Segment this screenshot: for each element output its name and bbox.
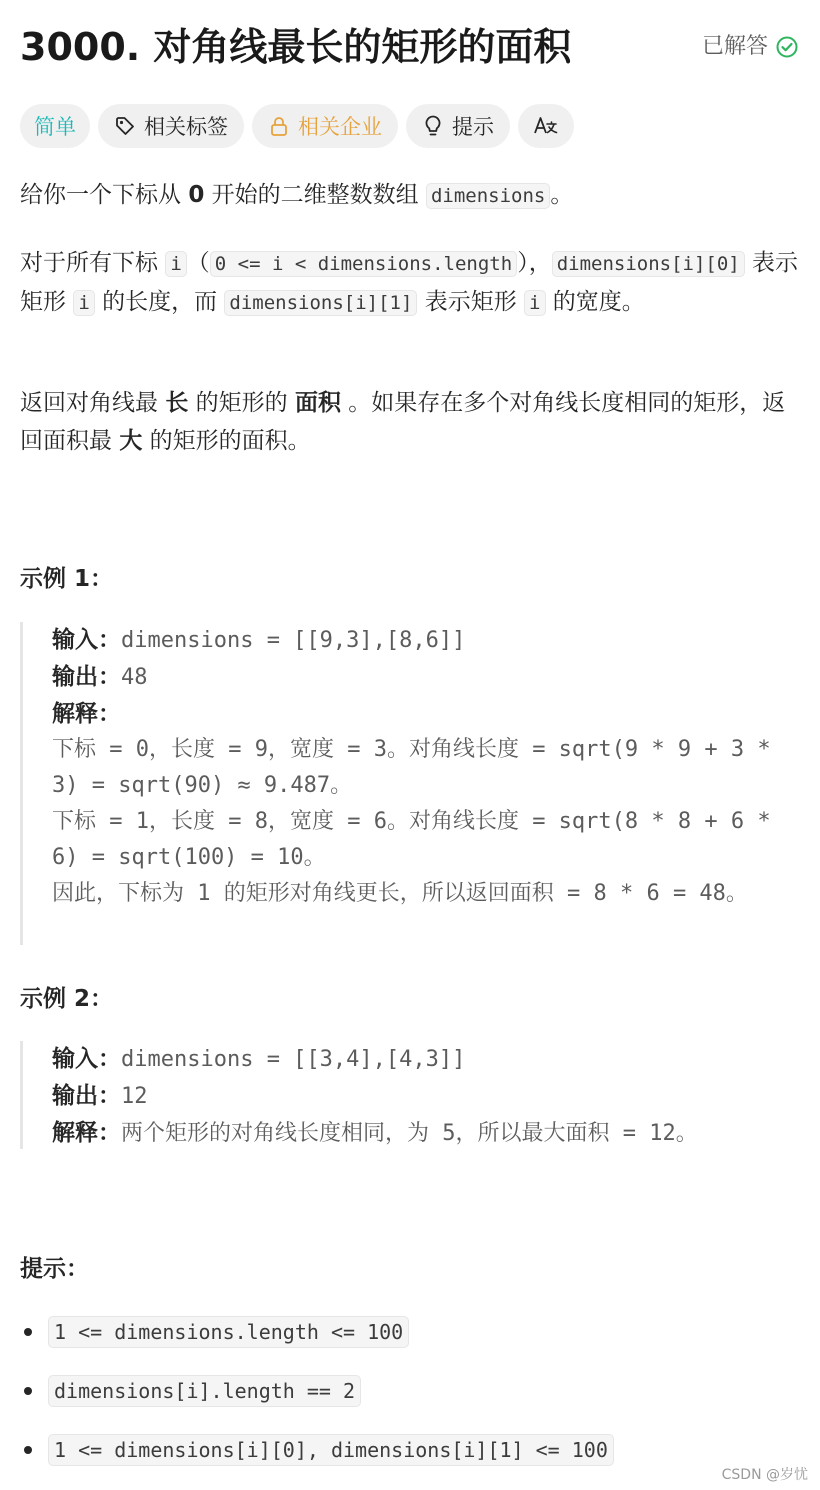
input-value: dimensions = [[3,4],[4,3]] [121,1047,466,1072]
bullet-icon [24,1328,32,1336]
difficulty-label: 简单 [34,115,76,139]
example-2-explain-row [52,1115,804,1152]
example-1-explain-row [52,696,804,732]
inline-code: dimensions[i][1] [224,290,417,316]
explain-label: 解释： [52,701,121,727]
output-value: 48 [121,665,148,690]
text: ）， [517,250,552,276]
input-label: 输入： [52,627,121,653]
description-paragraph-3 [20,384,804,460]
bold-text: 大 [119,428,143,454]
related-companies-button[interactable] [252,104,398,148]
text: 表示矩形 [417,289,525,315]
text: 。 [550,182,574,208]
explain-line: 下标 = 0，长度 = 9，宽度 = 3。对角线长度 = sqrt(9 * 9 + 3 * 3) = sqrt(90) ≈ 9.487。 [52,737,771,798]
hint-button[interactable] [406,104,510,148]
description-paragraph-1 [20,176,804,215]
constraint-code: 1 <= dimensions.length <= 100 [48,1316,409,1348]
bullet-icon [24,1446,32,1454]
text: 的矩形的面积。 [142,428,311,454]
output-label: 输出： [52,1083,121,1109]
check-circle-icon [776,36,798,58]
example-1-output-row [52,659,804,696]
watermark: CSDN @岁忧 [721,1467,808,1483]
bullet-icon [24,1387,32,1395]
constraint-code: 1 <= dimensions[i][0], dimensions[i][1] <= 100 [48,1434,614,1466]
description-paragraph-2 [20,244,804,322]
bold-text: 长 [165,390,189,416]
text: 。如果存在多个对角线长度相同的矩形，返回面积最 [20,390,786,454]
input-value: dimensions = [[9,3],[8,6]] [121,628,466,653]
difficulty-badge[interactable] [20,104,90,148]
text: 表示矩形 [20,250,799,315]
solved-label: 已解答 [701,34,768,59]
inline-code: dimensions [426,183,550,209]
example-1-input-row [52,622,804,659]
explain-line: 下标 = 1，长度 = 8，宽度 = 6。对角线长度 = sqrt(8 * 8 + 6 * 6) = sqrt(100) = 10。 [52,809,771,870]
text: 开始的二维整数数组 [204,182,426,208]
related-tags-button[interactable] [98,104,244,148]
bold-text: 面积 [294,390,341,416]
text: 的长度，而 [94,289,225,315]
text: 返回对角线最 [20,390,166,416]
example-2-input-row [52,1041,804,1078]
text: （ [186,250,210,276]
text: 对于所有下标 [20,250,166,276]
example-2-output-row [52,1078,804,1115]
text: 给你一个下标从 [20,182,189,208]
related-tags-label: 相关标签 [144,115,228,139]
inline-code: dimensions[i][0] [552,251,745,277]
explain-line: 因此，下标为 1 的矩形对角线更长，所以返回面积 = 8 * 6 = 48。 [52,881,748,906]
input-label: 输入： [52,1046,121,1072]
inline-code: i [524,290,545,316]
output-label: 输出： [52,664,121,690]
constraint-code: dimensions[i].length == 2 [48,1375,361,1407]
translate-button[interactable] [518,104,574,148]
hint-label: 提示 [452,115,494,139]
inline-code: 0 <= i < dimensions.length [210,251,517,277]
text: 的宽度。 [545,289,645,315]
constraints-title: 提示： [20,1256,89,1282]
tag-icon [114,115,136,137]
example-1-title: 示例 1： [20,566,114,592]
inline-code: i [165,251,186,277]
problem-title[interactable]: 3000. 对角线最长的矩形的面积 [20,25,572,69]
explain-text: 两个矩形的对角线长度相同，为 5，所以最大面积 = 12。 [121,1121,698,1146]
inline-code: i [73,290,94,316]
output-value: 12 [121,1084,148,1109]
bold-text: 0 [188,182,205,208]
tag-bar [20,104,574,148]
solved-status [702,32,798,62]
title-row [20,22,804,72]
lock-icon [268,115,290,137]
translate-icon [532,114,560,138]
text: 的矩形的 [188,390,295,416]
explain-label: 解释： [52,1120,121,1146]
example-2-title: 示例 2： [20,986,114,1012]
lightbulb-icon [422,114,444,138]
example-2-block [20,1041,804,1149]
related-companies-label: 相关企业 [298,115,382,139]
example-1-block [20,622,804,945]
